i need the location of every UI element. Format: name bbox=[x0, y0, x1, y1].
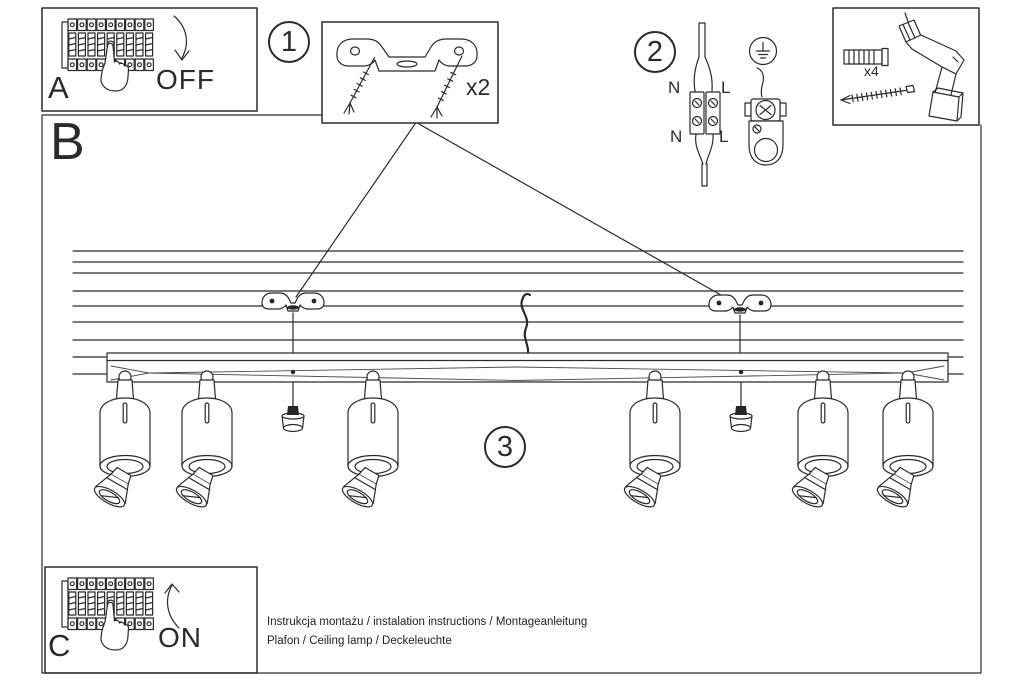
wire-label-l-bottom: L bbox=[719, 127, 729, 146]
spotlight-head bbox=[174, 371, 232, 511]
spotlight-head bbox=[875, 371, 933, 511]
spotlight-head bbox=[92, 371, 150, 511]
spotlight-head bbox=[790, 371, 848, 511]
on-label: ON bbox=[158, 622, 202, 653]
section-letter-c: C bbox=[48, 628, 71, 663]
section-letter-b: B bbox=[50, 113, 85, 171]
bracket-quantity-label: x2 bbox=[466, 74, 491, 100]
drill-icon bbox=[899, 13, 964, 121]
wire-connector-icon bbox=[690, 23, 720, 186]
curved-arrow-down-icon bbox=[174, 16, 189, 60]
section-letter-a: A bbox=[48, 70, 69, 105]
spotlight-head bbox=[340, 371, 398, 511]
wire-label-n-top: N bbox=[668, 78, 681, 97]
leader-lines bbox=[296, 124, 735, 303]
step-1-badge: 1 bbox=[268, 21, 310, 63]
off-label: OFF bbox=[156, 64, 215, 95]
screw-icon bbox=[841, 86, 915, 104]
footer-instructions-line: Instrukcja montażu / instalation instructions / Montageanleitung bbox=[267, 616, 588, 628]
ceiling-bracket-icon bbox=[262, 293, 324, 311]
step1-parts-box bbox=[322, 22, 498, 123]
footer-product-line: Plafon / Ceiling lamp / Deckeleuchte bbox=[267, 635, 452, 647]
mounting-bracket-icon bbox=[337, 39, 477, 71]
anchor-quantity-label: x4 bbox=[864, 63, 879, 79]
screw-cap-icon bbox=[730, 406, 752, 432]
ground-symbol-icon bbox=[750, 38, 777, 65]
wire-label-n-bottom: N bbox=[670, 127, 683, 146]
power-cable-icon bbox=[521, 294, 530, 353]
main-frame-border bbox=[42, 115, 981, 673]
step-2-badge: 2 bbox=[634, 31, 676, 73]
spotlight-head bbox=[622, 371, 680, 511]
wire-label-l-top: L bbox=[721, 78, 731, 97]
screw-cap-icon bbox=[282, 406, 304, 432]
ground-terminal-icon bbox=[745, 68, 786, 165]
step-3-badge: 3 bbox=[484, 426, 526, 468]
ceiling-bracket-icon bbox=[709, 295, 771, 313]
